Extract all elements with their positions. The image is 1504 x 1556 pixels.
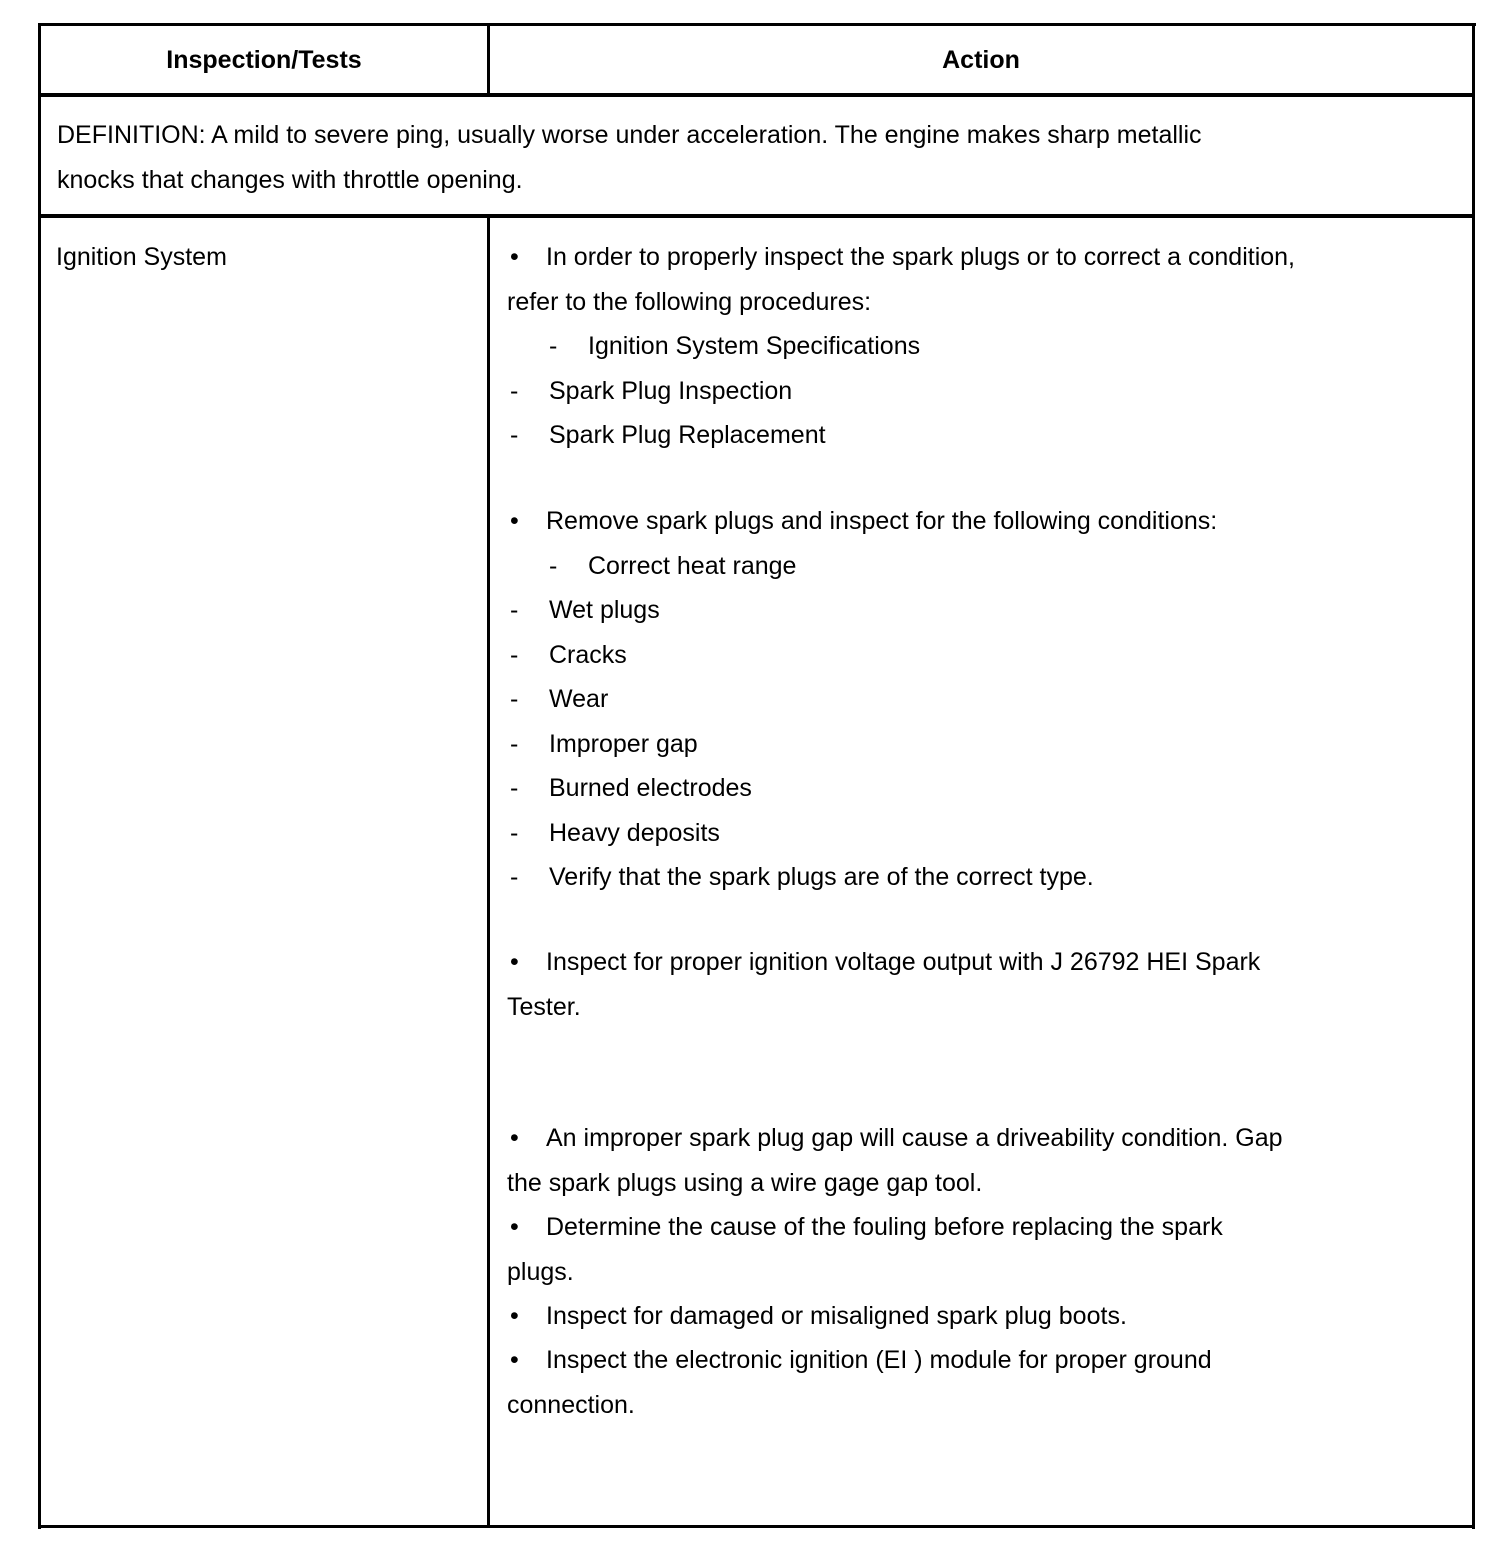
action-text: Burned electrodes [549, 774, 752, 802]
action-text: Inspect for proper ignition voltage output with J 26792 HEI Spark [546, 948, 1261, 976]
bullet-marker: • [510, 1213, 519, 1241]
action-text: Correct heat range [588, 552, 797, 580]
action-text: Inspect the electronic ignition (EI ) module for proper ground [546, 1346, 1212, 1374]
action-text: An improper spark plug gap will cause a driveability condition. Gap [546, 1124, 1283, 1152]
column-divider-body [487, 216, 490, 1527]
action-text: In order to properly inspect the spark plugs or to correct a condition, [546, 243, 1295, 271]
action-text: connection. [507, 1391, 635, 1419]
table-border-right [1472, 23, 1475, 1529]
action-text: Ignition System Specifications [588, 332, 921, 360]
table-border-left [38, 23, 41, 1529]
definition-line-2: knocks that changes with throttle opening. [57, 166, 523, 194]
definition-line-1: DEFINITION: A mild to severe ping, usually worse under acceleration. The engine makes sharp metallic [57, 121, 1202, 149]
bullet-marker: • [510, 243, 519, 271]
dash-marker: - [510, 819, 519, 847]
action-text: the spark plugs using a wire gage gap tool. [507, 1169, 983, 1197]
bullet-marker: • [510, 507, 519, 535]
dash-marker: - [549, 332, 558, 360]
table-border-top [39, 23, 1476, 26]
dash-marker: - [549, 552, 558, 580]
header-divider [38, 93, 1475, 97]
action-text: Spark Plug Replacement [549, 421, 826, 449]
inspection-ignition-system: Ignition System [56, 243, 227, 271]
bullet-marker: • [510, 1124, 519, 1152]
action-text: Verify that the spark plugs are of the correct type. [549, 863, 1094, 891]
action-text: Cracks [549, 641, 627, 669]
dash-marker: - [510, 730, 519, 758]
header-action: Action [942, 46, 1020, 74]
dash-marker: - [510, 641, 519, 669]
dash-marker: - [510, 863, 519, 891]
action-text: Heavy deposits [549, 819, 720, 847]
action-text: Wet plugs [549, 596, 660, 624]
dash-marker: - [510, 421, 519, 449]
bullet-marker: • [510, 1346, 519, 1374]
bullet-marker: • [510, 1302, 519, 1330]
definition-divider [38, 214, 1475, 218]
action-text: plugs. [507, 1258, 574, 1286]
action-text: Spark Plug Inspection [549, 377, 793, 405]
dash-marker: - [510, 377, 519, 405]
dash-marker: - [510, 774, 519, 802]
action-text: Wear [549, 685, 609, 713]
dash-marker: - [510, 685, 519, 713]
action-text: Tester. [507, 993, 581, 1021]
action-text: Determine the cause of the fouling before replacing the spark [546, 1213, 1223, 1241]
header-inspection-tests: Inspection/Tests [166, 46, 362, 74]
action-text: Remove spark plugs and inspect for the following conditions: [546, 507, 1218, 535]
table-border-bottom [38, 1525, 1475, 1528]
bullet-marker: • [510, 948, 519, 976]
action-text: refer to the following procedures: [507, 288, 872, 316]
dash-marker: - [510, 596, 519, 624]
action-text: Inspect for damaged or misaligned spark plug boots. [546, 1302, 1127, 1330]
action-text: Improper gap [549, 730, 698, 758]
